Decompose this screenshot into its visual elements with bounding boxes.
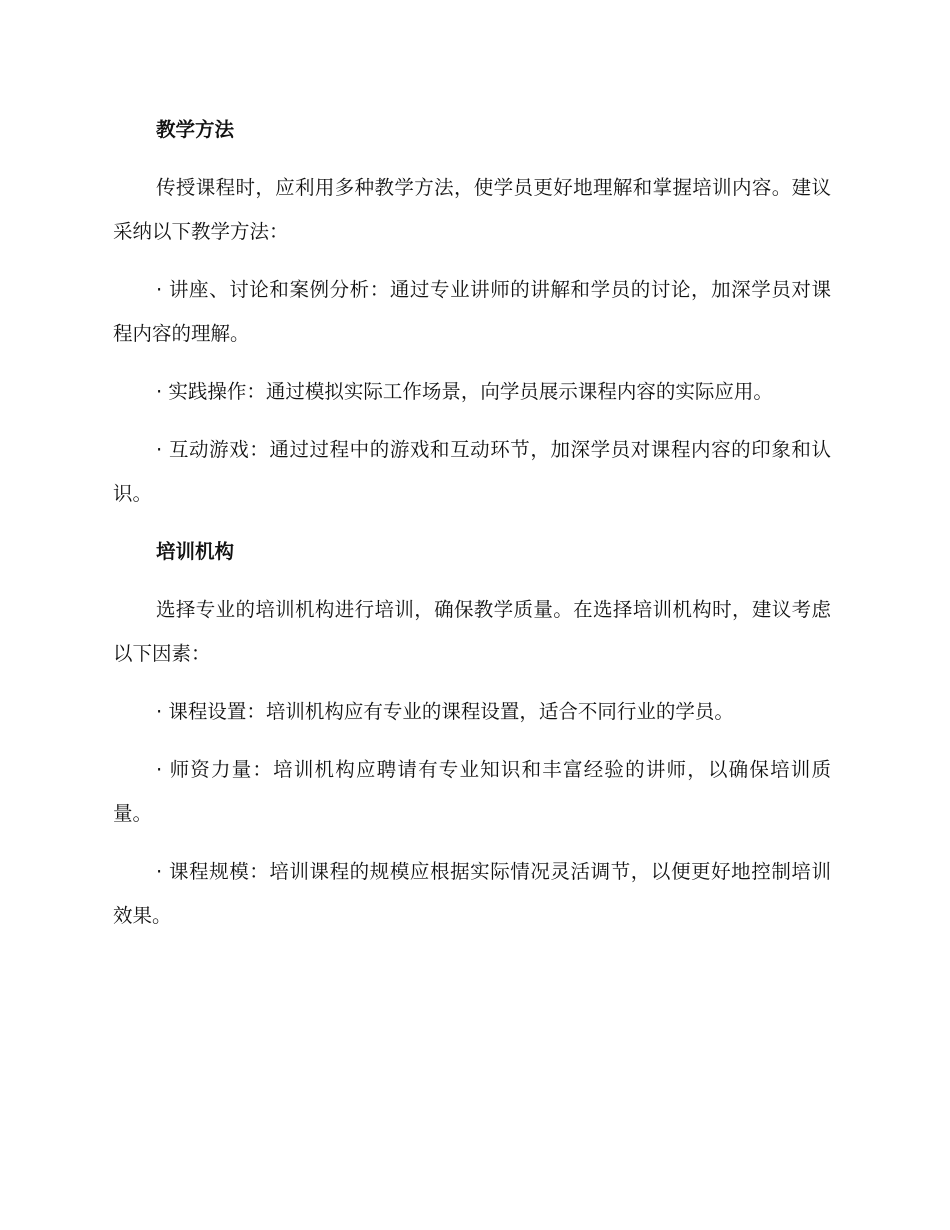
bullet-item: · 互动游戏：通过过程中的游戏和互动环节，加深学员对课程内容的印象和认识。: [113, 438, 831, 505]
section-training-institution: [113, 530, 831, 938]
section-intro: 选择专业的培训机构进行培训，确保教学质量。在选择培训机构时，建议考虑以下因素：: [113, 598, 831, 665]
section-teaching-methods: [113, 108, 831, 516]
bullet-item: · 实践操作：通过模拟实际工作场景，向学员展示课程内容的实际应用。: [156, 380, 773, 403]
section-intro: 传授课程时，应利用多种教学方法，使学员更好地理解和掌握培训内容。建议采纳以下教学方法：: [113, 176, 831, 243]
section-heading: 培训机构: [156, 540, 235, 563]
bullet-item: · 课程规模：培训课程的规模应根据实际情况灵活调节，以便更好地控制培训效果。: [113, 860, 831, 927]
section-heading: 教学方法: [156, 118, 235, 141]
bullet-item: · 师资力量：培训机构应聘请有专业知识和丰富经验的讲师，以确保培训质量。: [113, 758, 831, 825]
bullet-item: · 讲座、讨论和案例分析：通过专业讲师的讲解和学员的讨论，加深学员对课程内容的理解。: [113, 278, 831, 345]
bullet-item: · 课程设置：培训机构应有专业的课程设置，适合不同行业的学员。: [156, 700, 734, 723]
document-page: [113, 108, 831, 952]
